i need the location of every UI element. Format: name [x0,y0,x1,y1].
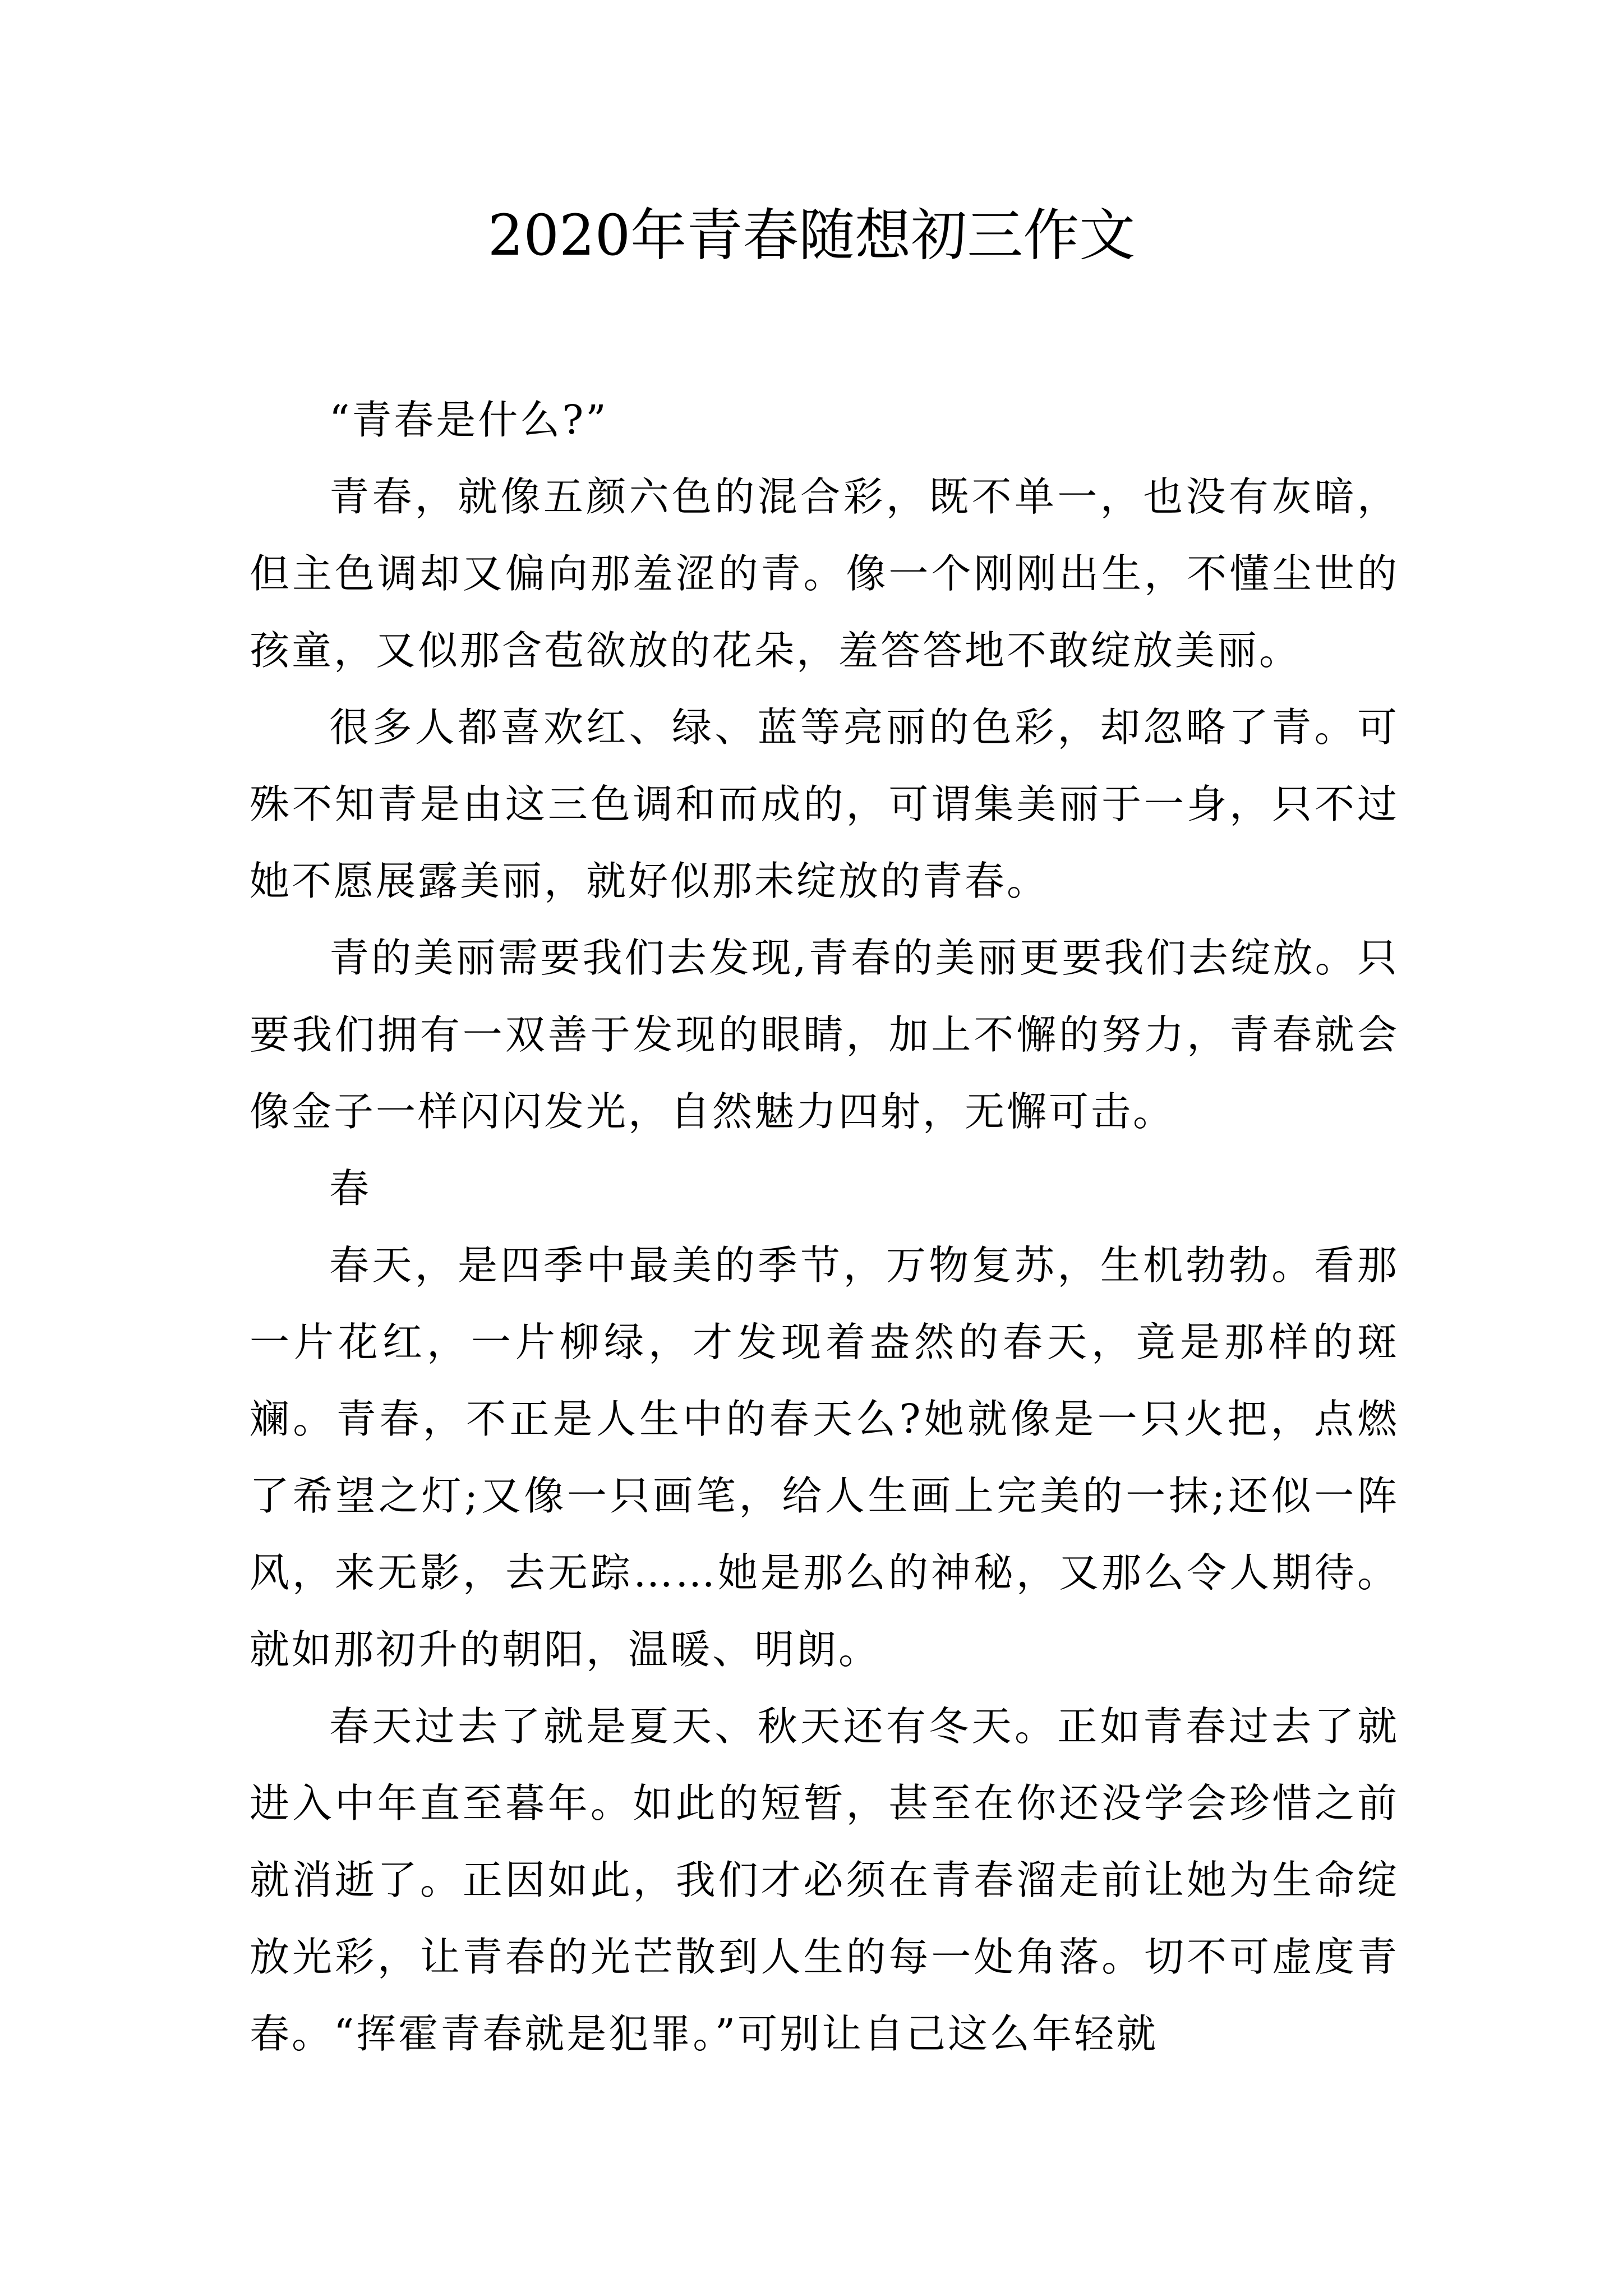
section-heading-spring: 春 [329,1165,372,1212]
paragraph-discover-beauty: 青的美丽需要我们去发现,青春的美丽更要我们去绽放。只要我们拥有一双善于发现的眼睛，加上不懈的努力，青春就会像金子一样闪闪发光，自然魅力四射，无懈可击。 [250,935,1399,1135]
paragraph-spring: 春天，是四季中最美的季节，万物复苏，生机勃勃。看那一片花红，一片柳绿，才发现着盎然的春天，竟是那样的斑斓。青春，不正是人生中的春天么?她就像是一只火把，点燃了希望之灯;又像一只画笔，给人生画上完美的一抹;还似一阵风，来无影，去无踪……她是那么的神秘，又那么令人期待。就如那初升的朝阳，温暖、明朗。 [250,1242,1399,1673]
paragraph-question: “青春是什么?” [329,397,608,443]
document-title: 2020年青春随想初三作文 [487,203,1136,268]
paragraph-cyan-color: 很多人都喜欢红、绿、蓝等亮丽的色彩，却忽略了青。可殊不知青是由这三色调和而成的，可谓集美丽于一身，只不过她不愿展露美丽，就好似那未绽放的青春。 [250,704,1399,904]
document-body [250,381,1399,2072]
paragraph-seasons: 春天过去了就是夏天、秋天还有冬天。正如青春过去了就进入中年直至暮年。如此的短暂，甚至在你还没学会珍惜之前就消逝了。正因如此，我们才必须在青春溜走前让她为生命绽放光彩，让青春的光芒散到人生的每一处角落。切不可虚度青春。“挥霍青春就是犯罪。”可别让自己这么年轻就 [250,1703,1399,2057]
paragraph-youth-colors: 青春，就像五颜六色的混合彩，既不单一，也没有灰暗，但主色调却又偏向那羞涩的青。像一个刚刚出生，不懂尘世的孩童，又似那含苞欲放的花朵，羞答答地不敢绽放美丽。 [250,473,1399,674]
